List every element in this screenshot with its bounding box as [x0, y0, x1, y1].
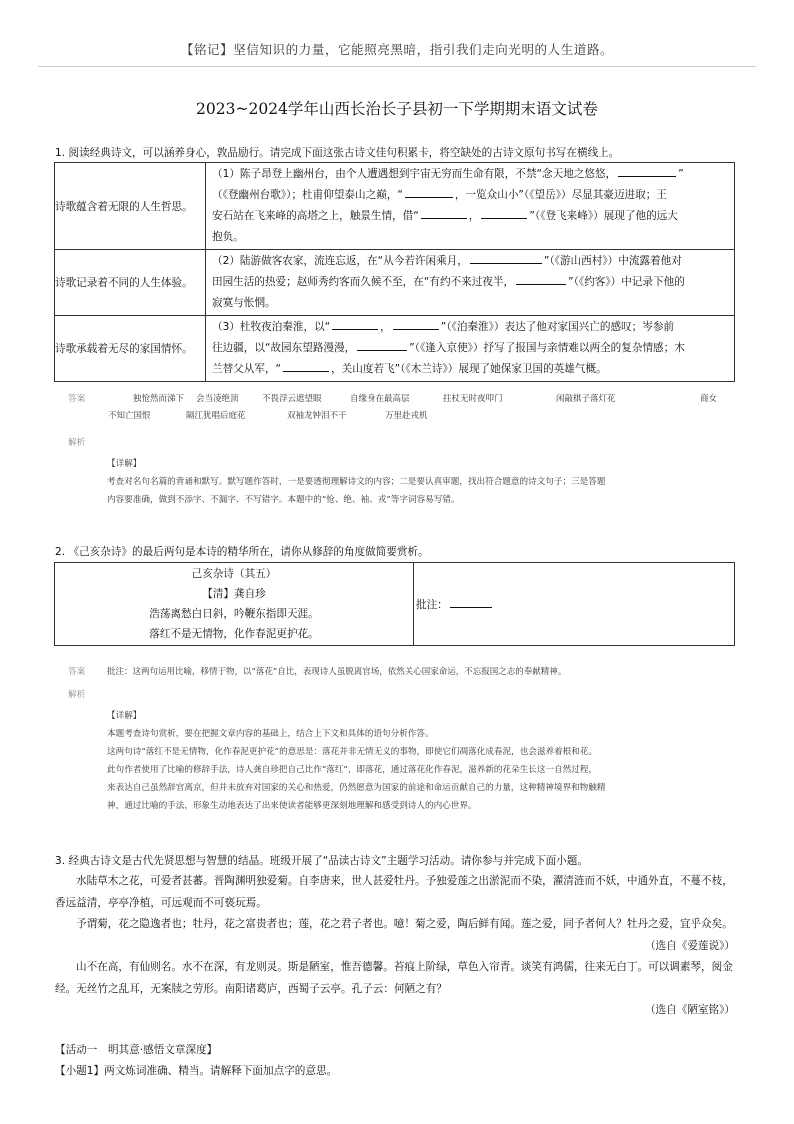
q2-comment-cell [414, 563, 735, 646]
q1-answer-7: 商女 [700, 394, 718, 404]
q1-stem: 1. 阅读经典诗文，可以涵养身心，敦品励行。请完成下面这张古诗文佳句积累卡，将空缺处的古诗文原句书写在横线上。 [55, 147, 620, 159]
subquestion-1: 【小题1】两文炼词准确、精当。请解释下面加点字的意思。 [55, 1065, 338, 1077]
q1-row3-content: （3）杜牧夜泊秦淮，以“ ， ”（《泊秦淮》）表达了他对家国兴亡的感叹；岑参前 往边疆，以“故园东望路漫漫， ”（《逢入京使》）抒写了报国与亲情难以两全的复杂情感；木 兰替父从军，“ ，关山度若飞”（《木兰诗》）展现了她保家卫国的英雄气概。 [206, 316, 735, 382]
blank-7[interactable] [332, 319, 378, 330]
q2-poem [55, 563, 414, 646]
q1-analysis: 【详解】 考查对名句名篇的背诵和默写。默写题作答时，一是要透彻理解诗文的内容；二是要认真审题，找出符合题意的诗文句子；三是答题 内容要准确，做到不添字、不漏字、不写错字。本题中的“怆、绝、袖、戎”等字词容易写错。 [107, 459, 606, 505]
q1-answer-6: 闲敲棋子落灯花 [556, 394, 616, 404]
comment-blank[interactable] [450, 597, 492, 608]
q1-answer-10: 双袖龙钟泪不干 [287, 411, 347, 421]
q1-analysis-label: 解析 [68, 438, 86, 448]
activity-1-heading: 【活动一 明其意·感悟文章深度】 [55, 1044, 218, 1056]
blank-8[interactable] [393, 319, 439, 330]
blank-10[interactable] [283, 361, 329, 372]
poem-line-1: 浩荡离愁白日斜，吟鞭东指即天涯。 [149, 608, 319, 620]
blank-9[interactable] [357, 340, 407, 351]
q2-analysis-label: 解析 [68, 690, 86, 700]
q1-answer-4: 自缘身在最高层 [350, 394, 410, 404]
q1-card-table [54, 162, 735, 382]
q1-answer-label: 答案 [68, 394, 86, 404]
blank-3[interactable] [421, 208, 467, 219]
q2-poem-table [54, 562, 735, 646]
motto-banner: 【铭记】坚信知识的力量，它能照亮黑暗，指引我们走向光明的人生道路。 [180, 42, 614, 57]
poem-author: 【清】龚自珍 [202, 588, 266, 600]
blank-1[interactable] [618, 166, 676, 177]
q2-answer-label: 答案 [68, 667, 86, 677]
q1-row2-content: （2）陆游做客农家，流连忘返，在“从今若许闲乘月， ”（《游山西村》）中流露着他对 田园生活的热爱；赵师秀约客而久候不至，在“有约不来过夜半， ”（《约客》）中记录下他的 寂寞与怅惘。 [206, 250, 735, 316]
q3-stem: 3. 经典古诗文是古代先贤思想与智慧的结晶。班级开展了“品读古诗文”主题学习活动。请你参与并完成下面小题。 [55, 855, 588, 867]
q2-analysis: 【详解】 本题考查诗句赏析，要在把握文章内容的基础上，结合上下文和具体的语句分析作答。 这两句诗“落红不是无情物，化作春泥更护花”的意思是：落花并非无情无义的事物，即使它们凋落化成春泥，也会滋养着根和花。 此句作者使用了比喻的修辞手法，诗人龚自珍把自己比作“落红”，即落花，通过落花化作春泥，滋养新的花朵生长这一自然过程， 来表达自己虽然辞官离京，但并未放弃对国家的关心和热爱，仍然愿意为国家的前途和命运贡献自己的力量，这种精神境界和物触精 神，通过比喻的手法，形象生动地表达了出来使读者能够更深刻地理解和感受到诗人的内心世界。 [107, 711, 606, 811]
q1-answer-1: 独怆然而涕下 [133, 394, 185, 404]
poem-title: 己亥杂诗（其五） [191, 568, 277, 580]
poem-line-2: 落红不是无情物，化作春泥更护花。 [149, 628, 319, 640]
q2-answer: 批注：这两句运用比喻，移情于物，以“落花”自比，表现诗人虽脱离官场，依然关心国家命运，不忘报国之志的奉献精神。 [107, 667, 567, 677]
blank-6[interactable] [516, 274, 566, 285]
header-divider [38, 66, 756, 67]
blank-4[interactable] [481, 208, 527, 219]
q1-row2-label: 诗歌记录着不同的人生体验。 [55, 250, 206, 316]
comment-label: 批注： [416, 598, 448, 611]
blank-5[interactable] [470, 253, 542, 264]
q1-answer-8: 不知亡国恨 [108, 411, 151, 421]
exam-title: 2023~2024学年山西长治长子县初一下学期期末语文试卷 [196, 100, 598, 118]
source-ailian: （选自《爱莲说》） [644, 939, 735, 952]
q1-row1-label: 诗歌蕴含着无限的人生哲思。 [55, 163, 206, 250]
q2-stem: 2. 《己亥杂诗》的最后两句是本诗的精华所在，请你从修辞的角度做简要赏析。 [55, 546, 429, 558]
q1-answer-5: 拄杖无时夜叩门 [443, 394, 503, 404]
q1-row3-label: 诗歌承载着无尽的家国情怀。 [55, 316, 206, 382]
blank-2[interactable] [405, 187, 453, 198]
source-loushi: （选自《陋室铭》） [644, 1004, 735, 1016]
q1-answer-2: 会当凌绝顶 [196, 394, 239, 404]
q1-answer-3: 不畏浮云遮望眼 [262, 394, 322, 404]
q1-answer-11: 万里赴戎机 [385, 411, 428, 421]
q1-row1-content: （1）陈子昂登上幽州台，由个人遭遇想到宇宙无穷而生命有限，不禁“念天地之悠悠， ” （《登幽州台歌》）；杜甫仰望泰山之巅，“ ，一览众山小”（《望岳》）尽显其豪迈进取；王 安石站在飞来峰的高塔之上，触景生情，借“ ， ”（《登飞来峰》）展现了他的远大 抱负。 [206, 163, 735, 250]
q1-answer-9: 隔江犹唱后庭花 [186, 411, 246, 421]
q3-passage-ailian: 水陆草木之花，可爱者甚蕃。晋陶渊明独爱菊。自李唐来，世人甚爱牡丹。予独爱莲之出淤泥而不染，濯清涟而不妖，中通外直，不蔓不枝，香远益清，亭亭净植，可远观而不可亵玩焉。 予谓菊，花之隐逸者也；牡丹，花之富贵者也；莲，花之君子者也。噫！菊之爱，陶后鲜有闻。莲之爱，同予者何人？牡丹之爱，宜乎众矣。 （选自《爱莲说》） 山不在高，有仙则名。水不在深，有龙则灵。斯是陋室，惟吾德馨。苔痕上阶绿，草色入帘青。谈笑有鸿儒，往来无白丁。可以调素琴，阅金经。无丝竹之乱耳，无案牍之劳形。南阳诸葛庐，西蜀子云亭。孔子云：何陋之有？ （选自《陋室铭》） [55, 871, 739, 1022]
